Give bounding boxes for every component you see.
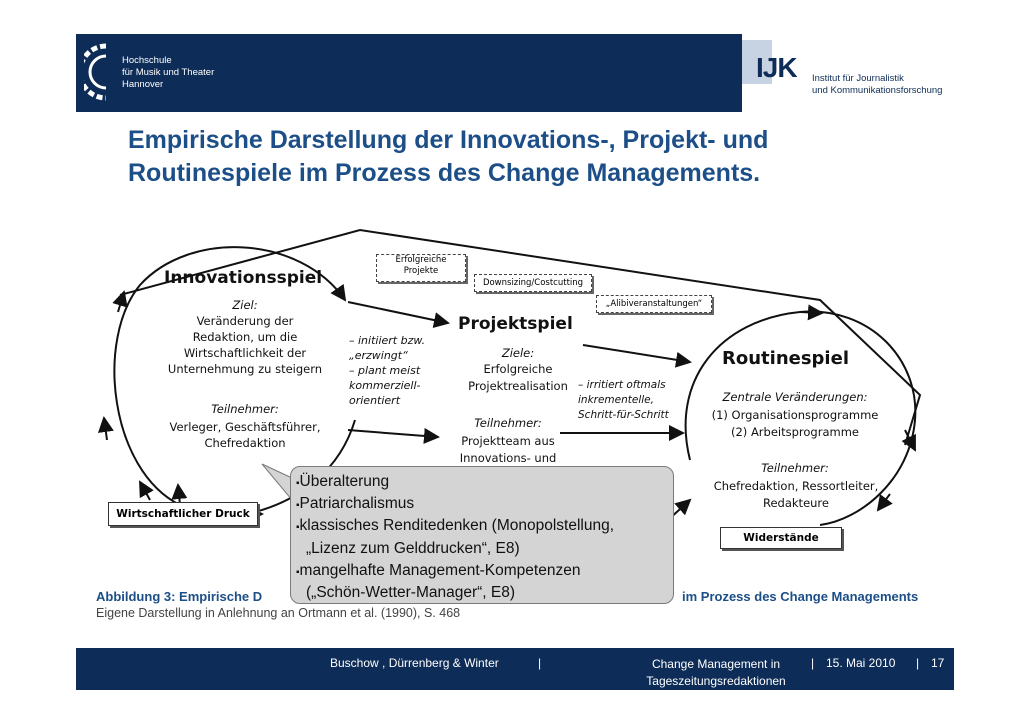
footer-date: 15. Mai 2010: [826, 656, 896, 670]
routine-teilnehmer-text: Chefredaktion, Ressortleiter, Redakteure: [713, 479, 879, 510]
arrow-note-irritiert: – irritiert oftmals inkrementelle, Schritt-für-Schritt: [578, 379, 669, 421]
projekt-ziele-label: Ziele:: [501, 346, 535, 360]
callout-item: ▪mangelhafte Management-Kompetenzen: [296, 562, 581, 579]
projekt-ziele-text: Erfolgreiche Projektrealisation: [468, 362, 568, 393]
callout-pointer: [262, 464, 292, 500]
arrow-projekt-to-routine: [583, 345, 690, 362]
tag-downsizing: Downsizing/Costcutting: [474, 274, 592, 292]
footer-bar: [76, 648, 954, 690]
figure-caption-right: im Prozess des Change Managements: [682, 589, 919, 604]
projekt-heading: Projektspiel: [458, 314, 573, 334]
footer-separator: |: [811, 656, 815, 670]
callout-item: ▪Überalterung: [296, 473, 390, 490]
innovation-teilnehmer-text: Verleger, Geschäftsführer, Chefredaktion: [169, 420, 321, 450]
callout-item: ▪Patriarchalismus: [296, 495, 415, 512]
figure-source: Eigene Darstellung in Anlehnung an Ortmann et al. (1990), S. 468: [96, 606, 461, 620]
figure-caption-left: Abbildung 3: Empirische D: [96, 589, 263, 604]
footer-page-number: 17: [931, 656, 945, 670]
callout-item-continued: „Lizenz zum Gelddrucken“, E8): [306, 540, 520, 557]
footer-separator: |: [916, 656, 920, 670]
projekt-teilnehmer-label: Teilnehmer:: [474, 416, 542, 430]
innovation-ziel-label: Ziel:: [232, 298, 258, 312]
innovation-teilnehmer-label: Teilnehmer:: [211, 402, 279, 416]
box-widerstaende: Widerstände: [720, 527, 842, 549]
ijk-subtitle: Institut für Journalistik und Kommunikationsforschung: [812, 73, 943, 96]
footer-authors: Buschow , Dürrenberg & Winter: [330, 656, 499, 670]
slide-title: Empirische Darstellung der Innovations-, Projekt- und Routinespiele im Prozess des Change Managements.: [128, 126, 769, 187]
arrow-innovation-to-projekt: [348, 302, 448, 323]
routine-teilnehmer-label: Teilnehmer:: [761, 461, 829, 475]
ijk-logo: IJK: [756, 52, 797, 83]
projekt-teilnehmer-text: Projektteam aus Innovations- und: [459, 434, 557, 465]
callout-item: ▪klassisches Renditedenken (Monopolstellung,: [296, 517, 615, 534]
tag-erfolgreiche-projekte: Erfolgreiche Projekte: [376, 254, 466, 282]
arrow-note-initiiert: – initiiert bzw. „erzwingt“ – plant meist kommerziell- orientiert: [349, 334, 426, 407]
footer-topic: Change Management in Tageszeitungsredaktionen: [646, 657, 786, 688]
callout-item-continued: („Schön-Wetter-Manager“, E8): [306, 584, 516, 601]
innovation-heading: Innovationsspiel: [164, 268, 323, 288]
footer-separator: |: [538, 656, 542, 670]
innovation-ziel-text: Veränderung der Redaktion, um die Wirtschaftlichkeit der Unternehmung zu steigern: [167, 314, 323, 376]
routine-heading: Routinespiel: [722, 348, 849, 369]
institution-name: Hochschule für Musik und Theater Hannover: [122, 55, 215, 90]
box-wirtschaftlicher-druck: Wirtschaftlicher Druck: [108, 502, 258, 526]
tag-alibiveranstaltungen: „Alibiveranstaltungen“: [596, 295, 712, 313]
routine-zentral-items: (1) Organisationsprogramme (2) Arbeitsprogramme: [711, 408, 879, 439]
arrow-innovation-to-projekt-lower: [348, 430, 438, 437]
routine-zentral-label: Zentrale Veränderungen:: [722, 390, 868, 404]
